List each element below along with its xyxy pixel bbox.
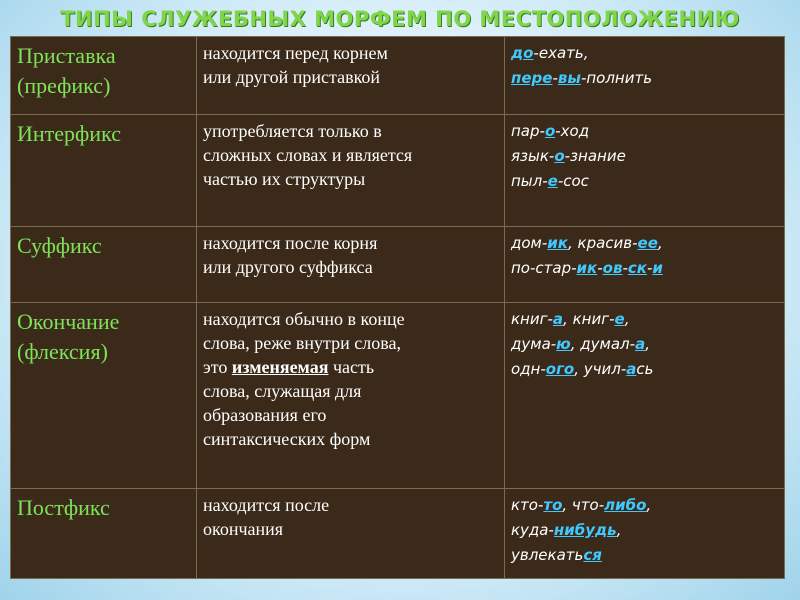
example-text: - (622, 259, 628, 277)
morpheme-highlight: до (511, 44, 534, 62)
example-text: куда- (511, 521, 554, 539)
description-line: находится после (203, 495, 330, 515)
example-text: , (646, 496, 652, 514)
morpheme-type-line: Приставка (17, 43, 116, 68)
example-text: книг- (511, 310, 553, 328)
table-row (11, 303, 785, 489)
morpheme-highlight: а (626, 360, 637, 378)
morpheme-description (197, 489, 505, 579)
morpheme-highlight: ик (547, 234, 568, 252)
table-row (11, 227, 785, 303)
description-line: находится после корня (203, 233, 378, 253)
example-text: , думал- (570, 335, 636, 353)
morpheme-highlight: либо (604, 496, 647, 514)
example-text: дума- (511, 335, 557, 353)
example-text: сь (636, 360, 654, 378)
example-line (511, 493, 778, 518)
morpheme-description (197, 115, 505, 227)
table-row (11, 115, 785, 227)
example-text: - (597, 259, 603, 277)
description-line: или другой приставкой (203, 67, 381, 87)
morpheme-type (11, 227, 197, 303)
example-text: пар- (511, 122, 545, 140)
morpheme-type (11, 115, 197, 227)
morpheme-description (197, 37, 505, 115)
example-text: , (645, 335, 650, 353)
example-text: это (203, 357, 232, 377)
description-line: окончания (203, 519, 284, 539)
description-line: находится перед корнем (203, 43, 388, 63)
morpheme-type-line: (флексия) (17, 339, 108, 364)
example-text: , (624, 310, 630, 328)
morpheme-highlight: ик (576, 259, 598, 277)
example-line (511, 119, 778, 144)
description-line (203, 331, 498, 355)
example-text: -сос (557, 172, 589, 190)
example-line (511, 256, 778, 281)
example-text: образования его (203, 405, 327, 425)
description-line (203, 307, 498, 331)
description-line: сложных словах и является (203, 145, 413, 165)
morpheme-highlight: о (554, 147, 565, 165)
morpheme-description (197, 303, 505, 489)
description-line (203, 427, 498, 451)
example-text: пыл- (511, 172, 548, 190)
example-line (511, 41, 778, 66)
example-text: , красив- (567, 234, 638, 252)
morpheme-highlight: ся (583, 546, 602, 564)
description-line (203, 355, 498, 379)
morpheme-highlight: ов (602, 259, 623, 277)
description-line: частью их структуры (203, 169, 366, 189)
example-text: дом- (511, 234, 548, 252)
example-text: находится обычно в конце (203, 309, 405, 329)
morpheme-highlight: ск (627, 259, 647, 277)
example-text: слова, служащая для (203, 381, 362, 401)
example-text: - (552, 69, 558, 87)
page-title: ТИПЫ СЛУЖЕБНЫХ МОРФЕМ ПО МЕСТОПОЛОЖЕНИЮ (60, 7, 740, 31)
morpheme-highlight: и (652, 259, 663, 277)
morpheme-highlight: а (635, 335, 646, 353)
morpheme-description (197, 227, 505, 303)
example-text: одн- (511, 360, 546, 378)
example-text: , книг- (563, 310, 615, 328)
example-text: -ехать, (533, 44, 589, 62)
example-text: - (646, 259, 653, 277)
morpheme-highlight: е (614, 310, 625, 328)
morpheme-highlight: пере (511, 69, 553, 87)
example-line (511, 144, 778, 169)
example-text: язык- (511, 147, 555, 165)
morpheme-highlight: о (544, 122, 556, 140)
description-line: употребляется только в (203, 121, 382, 141)
example-text: синтаксических форм (203, 429, 371, 449)
morpheme-type-line: Постфикс (17, 495, 110, 520)
morpheme-examples (505, 303, 785, 489)
example-text: , учил- (574, 360, 627, 378)
morpheme-type-line: Суффикс (17, 233, 102, 258)
example-line (511, 231, 778, 256)
example-text: слова, реже внутри слова, (203, 333, 401, 353)
morpheme-highlight: ее (637, 234, 658, 252)
example-text: -полнить (580, 69, 653, 87)
morpheme-highlight: вы (557, 69, 581, 87)
example-line (511, 357, 778, 382)
example-line (511, 332, 778, 357)
morpheme-examples (505, 489, 785, 579)
morpheme-examples (505, 37, 785, 115)
morpheme-type (11, 489, 197, 579)
morpheme-table (10, 36, 785, 579)
morpheme-type (11, 37, 197, 115)
morpheme-type-line: (префикс) (17, 73, 111, 98)
example-text: , что- (562, 496, 605, 514)
morpheme-type (11, 303, 197, 489)
example-text: , (657, 234, 663, 252)
example-line (511, 169, 778, 194)
morpheme-highlight: ю (556, 335, 571, 353)
table-row (11, 37, 785, 115)
example-text: кто- (511, 496, 544, 514)
example-line (511, 518, 778, 543)
emphasis-text: изменяемая (231, 357, 329, 377)
description-line (203, 379, 498, 403)
morpheme-examples (505, 227, 785, 303)
table-row (11, 489, 785, 579)
morpheme-examples (505, 115, 785, 227)
example-line (511, 66, 778, 91)
morpheme-type-line: Интерфикс (17, 121, 121, 146)
morpheme-highlight: е (547, 172, 558, 190)
example-text: , (616, 521, 622, 539)
description-line (203, 403, 498, 427)
morpheme-highlight: то (543, 496, 563, 514)
morpheme-type-line: Окончание (17, 309, 120, 334)
example-text: -знание (564, 147, 626, 165)
example-line (511, 307, 778, 332)
example-text: -ход (555, 122, 590, 140)
example-text: по-стар- (511, 259, 577, 277)
morpheme-highlight: а (552, 310, 564, 328)
example-text: часть (328, 357, 375, 377)
example-text: увлекать (511, 546, 584, 564)
morpheme-highlight: нибудь (553, 521, 617, 539)
example-line (511, 543, 778, 568)
morpheme-highlight: ого (545, 360, 575, 378)
description-line: или другого суффикса (203, 257, 373, 277)
